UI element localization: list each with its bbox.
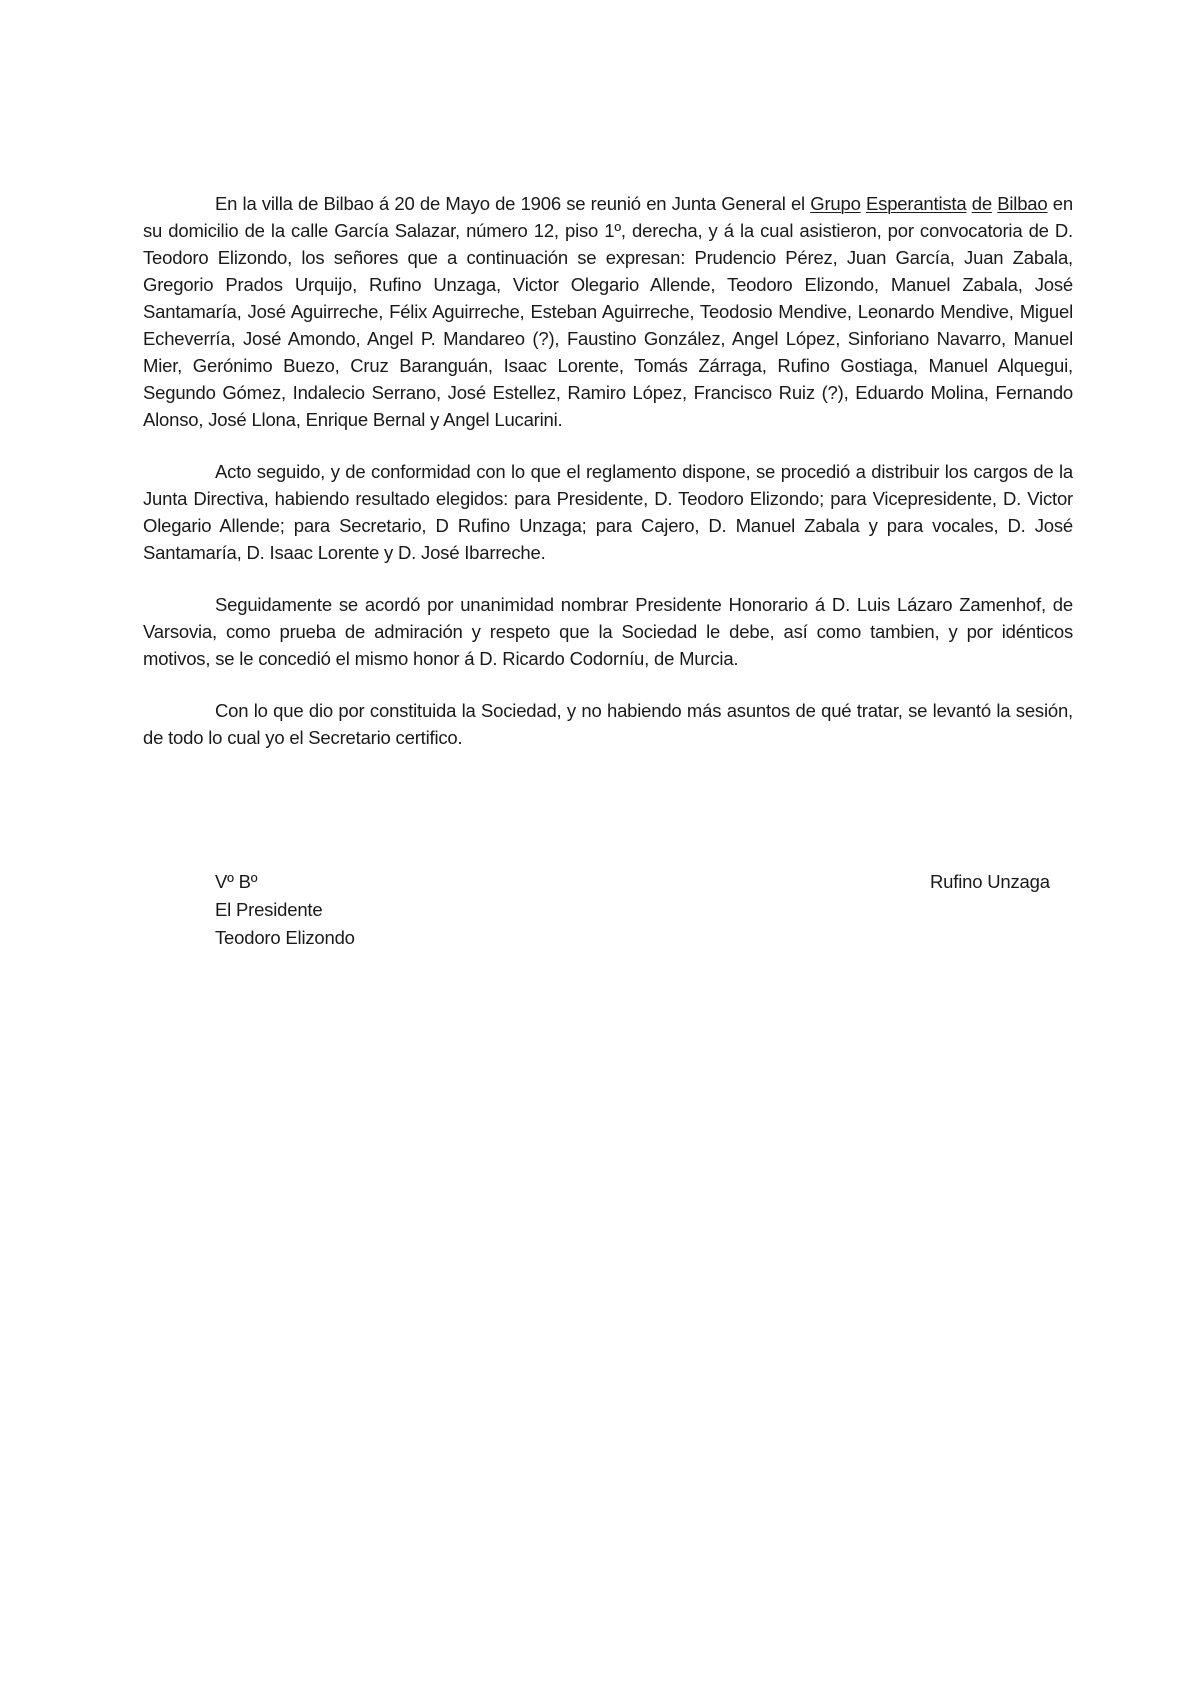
- paragraph-closing: Con lo que dio por constituida la Sociedad, y no habiendo más asuntos de qué tratar, se levantó la sesión, de todo lo cual yo el Secretario certifico.: [143, 700, 1073, 748]
- paragraph-attendance-rest: en su domicilio de la calle García Salazar, número 12, piso 1º, derecha, y á la cual asistieron, por convocatoria de D. Teodoro Elizondo, los señores que a continuación se expresan: Prudencio Pérez, Juan García, Juan Zabala, Gregorio Prados Urquijo, Rufino Unzaga, Victor Olegario Allende, Teodoro Elizondo, Manuel Zabala, José Santamaría, José Aguirreche, Félix Aguirreche, Esteban Aguirreche, Teodosio Mendive, Leonardo Mendive, Miguel Echeverría, José Amondo, Angel P. Mandareo (?), Faustino González, Angel López, Sinforiano Navarro, Manuel Mier, Gerónimo Buezo, Cruz Baranguán, Isaac Lorente, Tomás Zárraga, Rufino Gostiaga, Manuel Alquegui, Segundo Gómez, Indalecio Serrano, José Estellez, Ramiro López, Francisco Ruiz (?), Eduardo Molina, Fernando Alonso, José Llona, Enrique Bernal y Angel Lucarini.: [143, 193, 1073, 430]
- signature-president-title: El Presidente: [215, 899, 323, 920]
- signature-president-name: Teodoro Elizondo: [215, 927, 355, 948]
- underlined-word-de: de: [971, 193, 992, 214]
- underlined-word-esperantista: Esperantista: [866, 193, 967, 214]
- signature-secretary-name: Rufino Unzaga: [930, 871, 1050, 892]
- signature-block-president: [215, 868, 355, 952]
- paragraph-attendance-lead: En la villa de Bilbao á 20 de Mayo de 1906 se reunió en Junta General el: [215, 193, 805, 214]
- document-body: [143, 190, 1073, 751]
- underlined-word-bilbao: Bilbao: [997, 193, 1048, 214]
- signature-approval-mark: Vº Bº: [215, 871, 258, 892]
- paragraph-board-election: Acto seguido, y de conformidad con lo que el reglamento dispone, se procedió a distribuir los cargos de la Junta Directiva, habiendo resultado elegidos: para Presidente, D. Teodoro Elizondo; para Vicepresidente, D. Victor Olegario Allende; para Secretario, D Rufino Unzaga; para Cajero, D. Manuel Zabala y para vocales, D. José Santamaría, D. Isaac Lorente y D. José Ibarreche.: [143, 461, 1073, 563]
- paragraph-honorary-president: Seguidamente se acordó por unanimidad nombrar Presidente Honorario á D. Luis Lázaro Zamenhof, de Varsovia, como prueba de admiración y respeto que la Sociedad le debe, así como tambien, y por idénticos motivos, se le concedió el mismo honor á D. Ricardo Codorníu, de Murcia.: [143, 594, 1073, 669]
- underlined-word-grupo: Grupo: [810, 193, 861, 214]
- paragraph-attendance: [143, 190, 1073, 433]
